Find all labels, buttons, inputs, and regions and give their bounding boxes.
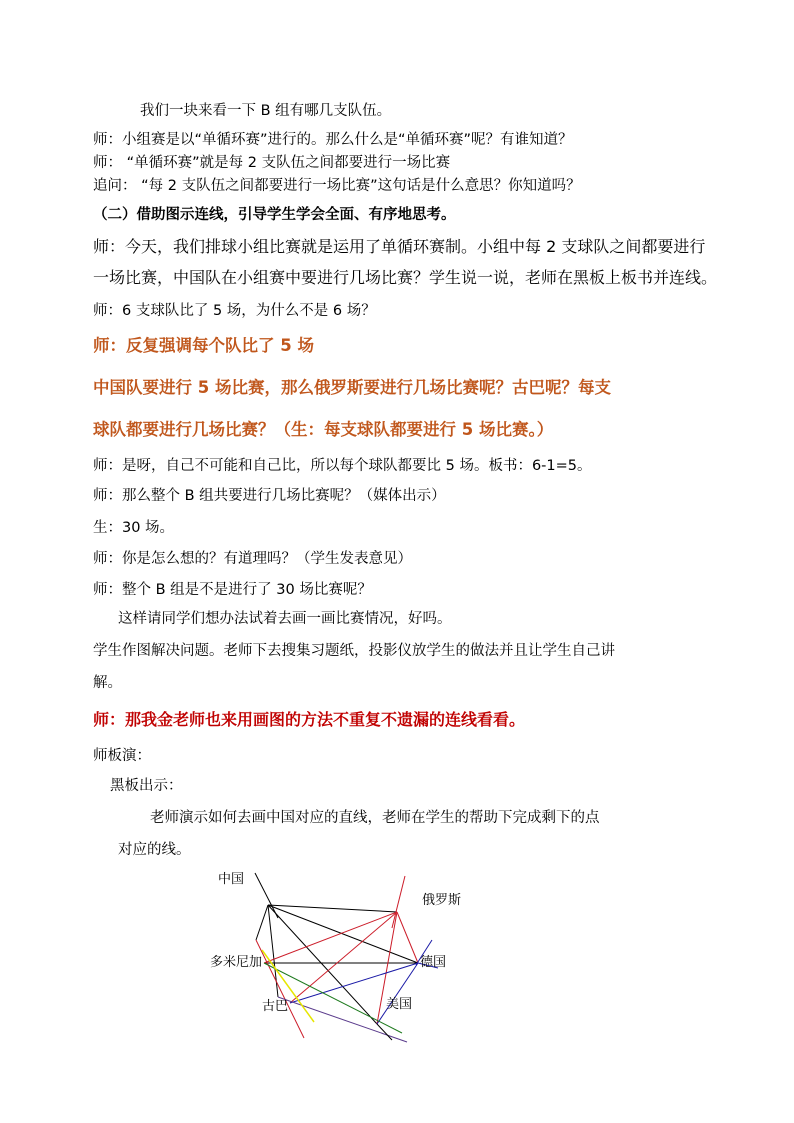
line-china-extension: [255, 873, 278, 918]
line-china-russia: [268, 905, 397, 912]
paragraph: 师：今天，我们排球小组比赛就是运用了单循环赛制。小组中每 2 支球队之间都要进行: [93, 237, 706, 256]
paragraph: 一场比赛，中国队在小组赛中要进行几场比赛？学生说一说，老师在黑板上板书并连线。: [93, 268, 718, 287]
team-label-cuba: 古巴: [262, 999, 289, 1014]
paragraph: 师：6 支球队比了 5 场，为什么不是 6 场？: [93, 303, 376, 319]
team-label-russia: 俄罗斯: [422, 893, 462, 908]
highlight-paragraph: 中国队要进行 5 场比赛，那么俄罗斯要进行几场比赛呢？古巴呢？每支: [93, 378, 611, 397]
line-russia-extension: [392, 876, 405, 928]
line-dominica-cuba-red: [256, 940, 304, 1038]
paragraph: 师： “单循环赛”就是每 2 支队伍之间都要进行一场比赛: [93, 155, 451, 171]
paragraph: 老师演示如何去画中国对应的直线，老师在学生的帮助下完成剩下的点: [150, 810, 600, 826]
highlight-paragraph: 师：那我金老师也来用画图的方法不重复不遗漏的连线看看。: [93, 710, 526, 729]
paragraph: 师：是呀，自己不可能和自己比，所以每个球队都要比 5 场。板书：6-1=5。: [93, 458, 592, 474]
highlight-paragraph: 球队都要进行几场比赛？（生：每支球队都要进行 5 场比赛。）: [93, 420, 554, 439]
team-label-dominica: 多米尼加: [210, 955, 263, 970]
line-russia-germany: [397, 912, 418, 963]
paragraph: 师：小组赛是以“单循环赛”进行的。那么什么是“单循环赛”呢？有谁知道？: [93, 132, 573, 148]
paragraph: 解。: [93, 675, 122, 691]
line-russia-dominica: [264, 912, 397, 963]
team-label-china: 中国: [218, 872, 245, 887]
line-germany-usa: [377, 963, 418, 1024]
paragraph: 黑板出示：: [110, 778, 183, 794]
line-russia-cuba: [290, 912, 397, 1003]
paragraph: 师板演：: [93, 748, 151, 764]
section-heading: （二）借助图示连线，引导学生学会全面、有序地思考。: [93, 207, 456, 223]
highlight-paragraph: 师：反复强调每个队比了 5 场: [93, 336, 314, 355]
paragraph: 师：那么整个 B 组共要进行几场比赛呢？（媒体出示）: [93, 488, 446, 504]
line-china-dominica: [256, 905, 268, 940]
line-china-cuba: [268, 905, 278, 997]
paragraph: 学生作图解决问题。老师下去搜集习题纸，投影仪放学生的做法并且让学生自己讲: [93, 643, 615, 659]
paragraph: 生：30 场。: [93, 520, 175, 536]
paragraph: 对应的线。: [118, 842, 191, 858]
paragraph: 追问： “每 2 支队伍之间都要进行一场比赛”这句话是什么意思？你知道吗？: [93, 178, 581, 194]
paragraph: 我们一块来看一下 B 组有哪几支队伍。: [140, 103, 392, 119]
paragraph: 这样请同学们想办法试着去画一画比赛情况，好吗。: [118, 611, 452, 627]
team-label-usa: 美国: [386, 997, 413, 1012]
team-label-germany: 德国: [420, 955, 447, 970]
paragraph: 师：整个 B 组是不是进行了 30 场比赛呢？: [93, 582, 372, 598]
paragraph: 师：你是怎么想的？有道理吗？（学生发表意见）: [93, 551, 412, 567]
